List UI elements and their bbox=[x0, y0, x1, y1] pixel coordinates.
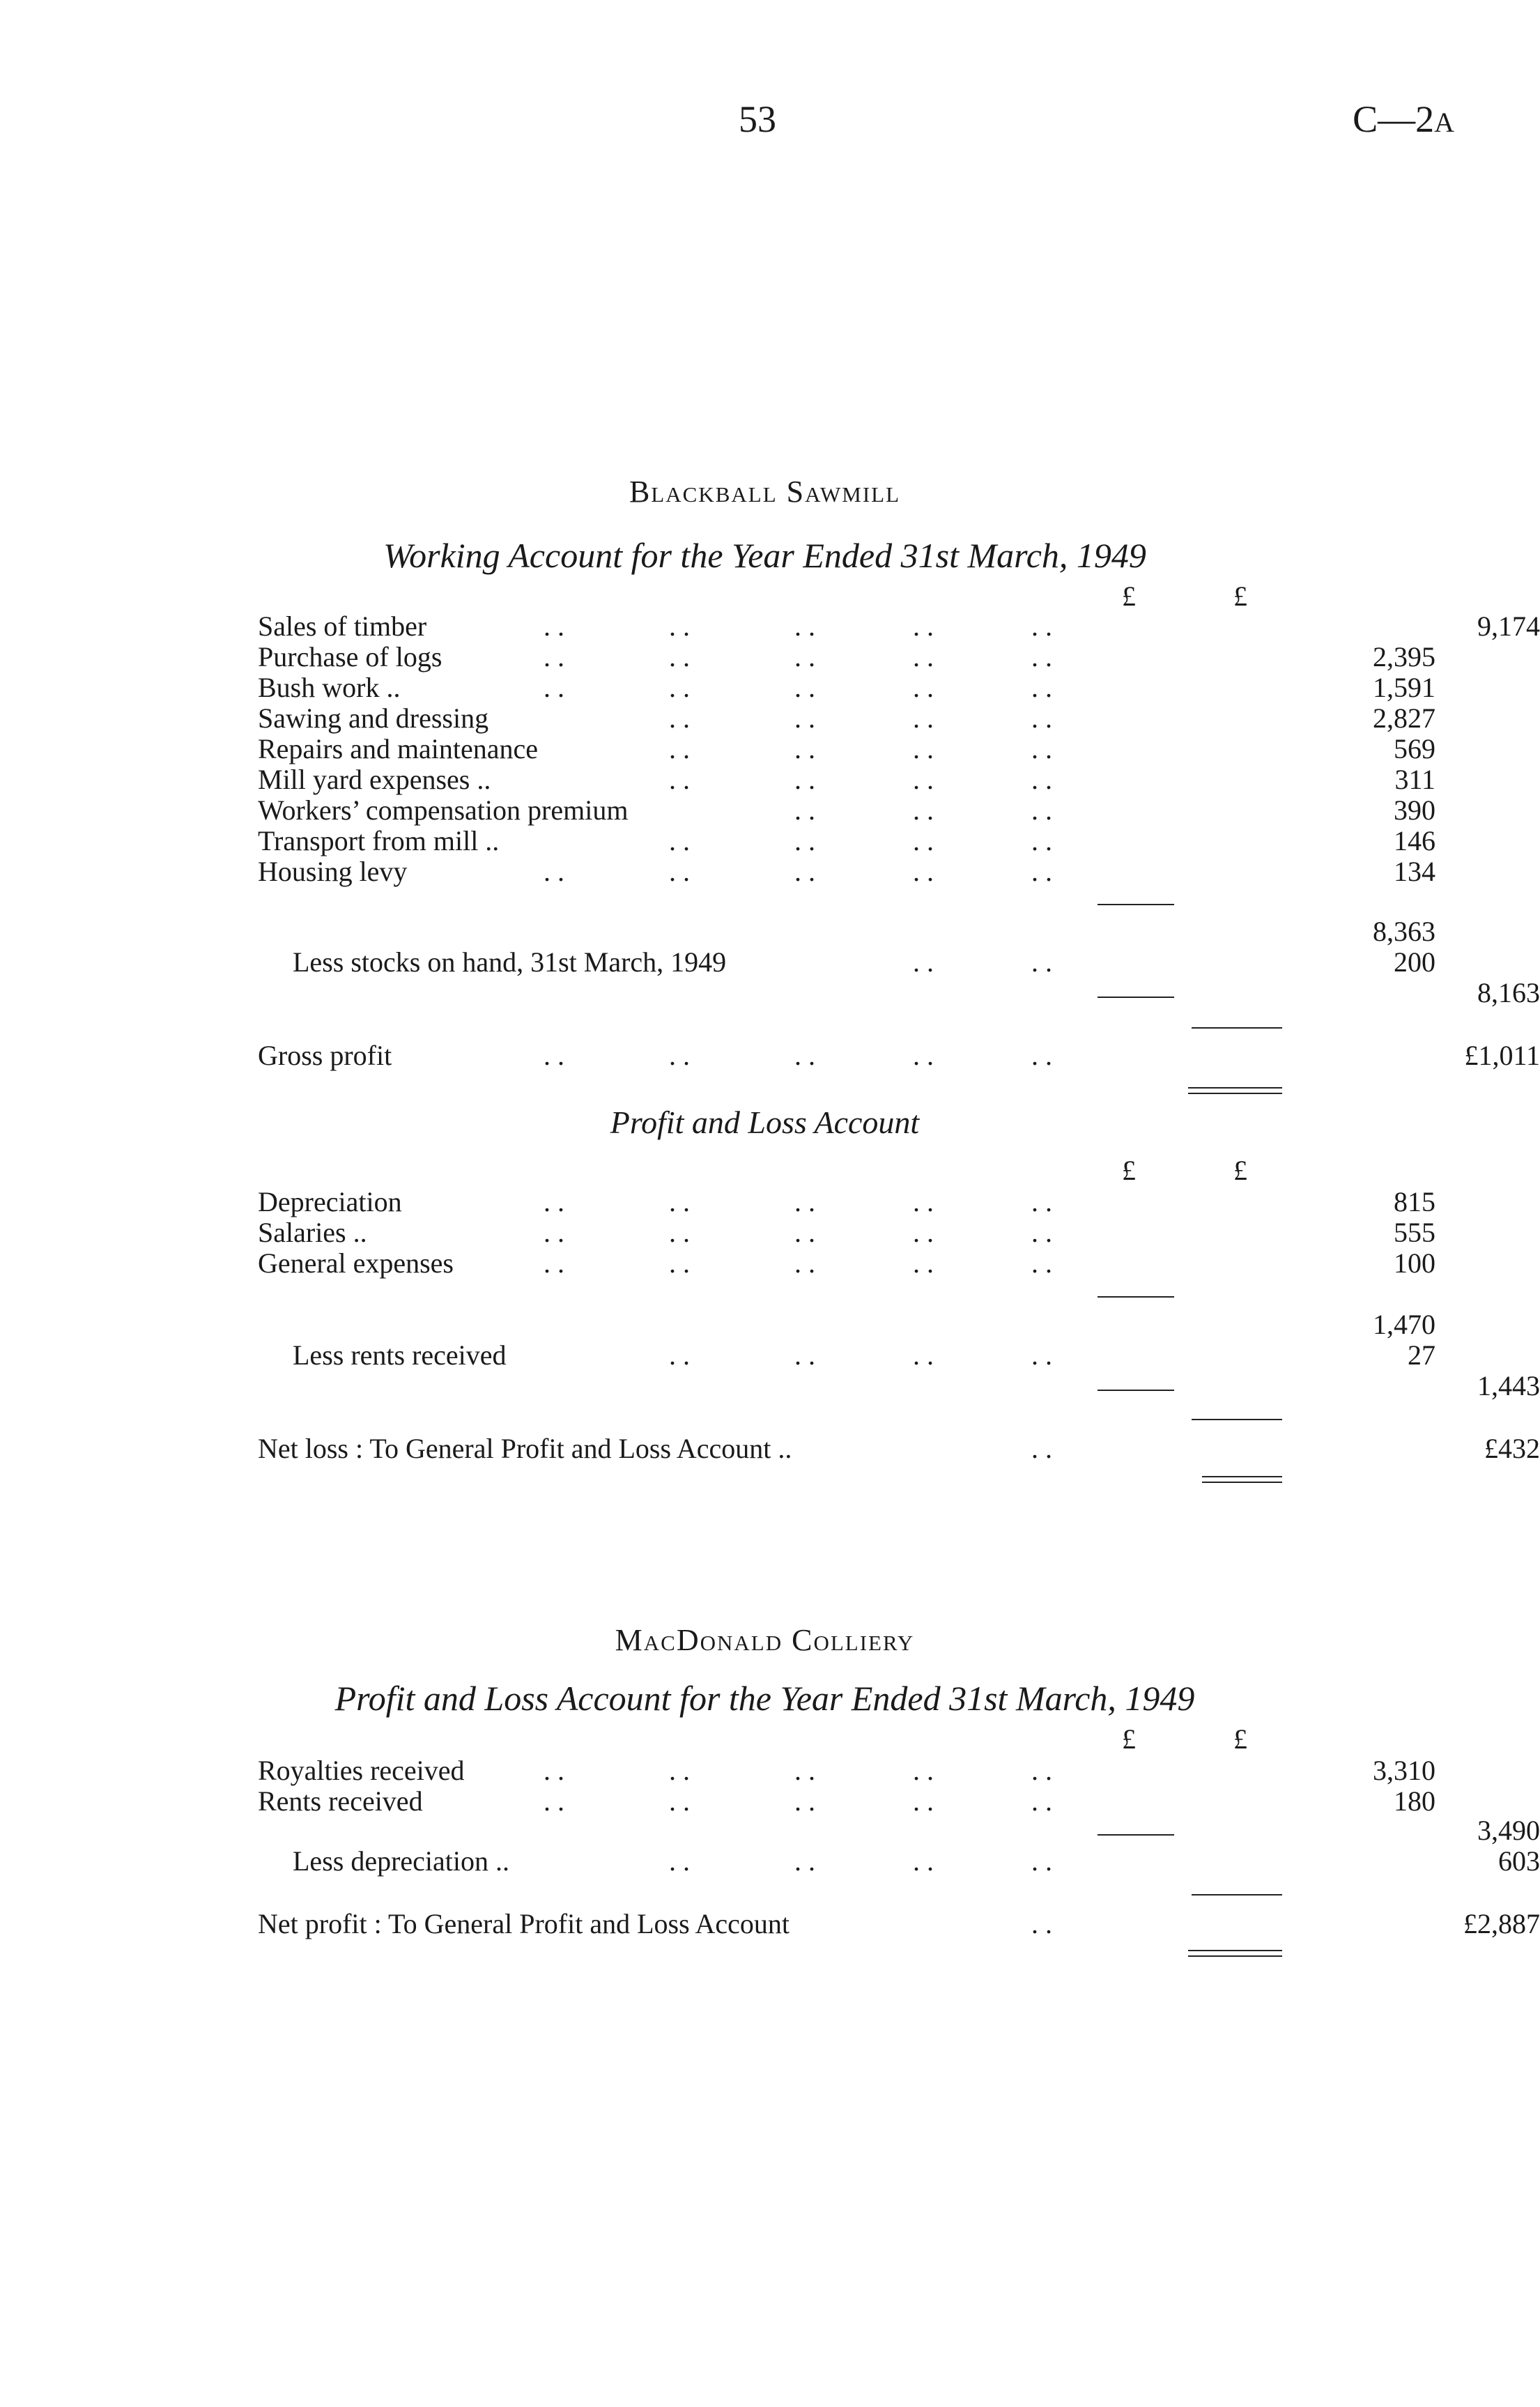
less-rents-label: Less rents received bbox=[293, 1339, 507, 1371]
row-label: Bush work .. bbox=[258, 672, 401, 703]
row-label: Workers’ compensation premium bbox=[258, 794, 629, 826]
colliery-total: 3,490 bbox=[1477, 1815, 1540, 1846]
leader-dots: . . . . . . . . bbox=[669, 825, 1052, 856]
sawmill-currency-2: £ bbox=[1233, 580, 1247, 612]
row-label: Royalties received bbox=[258, 1755, 465, 1786]
leader-dots: . . . . . . . . . . bbox=[544, 610, 1052, 642]
row-value-1: 2,827 bbox=[1373, 702, 1435, 734]
leader-dots: . . . . . . bbox=[794, 794, 1052, 826]
net-loss-label: Net loss : To General Profit and Loss Account .. bbox=[258, 1433, 792, 1464]
net-cost-rule bbox=[1192, 1027, 1282, 1029]
colliery-pl-title: Profit and Loss Account for the Year Ended 31st March, 1949 bbox=[334, 1679, 1195, 1718]
row-value-1: 311 bbox=[1394, 764, 1435, 795]
row-label: Sales of timber bbox=[258, 610, 427, 642]
pl-currency-1: £ bbox=[1122, 1155, 1136, 1186]
leader-dots: . . bbox=[1031, 1433, 1052, 1464]
double-rule-top bbox=[1188, 1950, 1282, 1951]
gross-profit-value: £1,011 bbox=[1464, 1040, 1540, 1071]
leader-dots: . . . . . . . . . . bbox=[544, 1247, 1052, 1279]
leader-dots: . . . . . . . . . . bbox=[544, 1040, 1052, 1071]
sawmill-pl-title: Profit and Loss Account bbox=[610, 1105, 920, 1140]
row-label: General expenses bbox=[258, 1247, 454, 1279]
leader-dots: . . bbox=[1031, 1908, 1052, 1939]
colliery-currency-2: £ bbox=[1233, 1723, 1247, 1755]
double-rule-bottom bbox=[1188, 1955, 1282, 1957]
row-value-1: 555 bbox=[1394, 1217, 1435, 1248]
dash-rule bbox=[1098, 1390, 1174, 1391]
net-profit-value: £2,887 bbox=[1463, 1908, 1540, 1939]
doc-ref-suffix: A bbox=[1434, 107, 1454, 138]
row-value-2: 9,174 bbox=[1477, 610, 1540, 642]
net-profit-label: Net profit : To General Profit and Loss Account bbox=[258, 1908, 790, 1939]
row-value-1: 100 bbox=[1394, 1247, 1435, 1279]
row-value-1: 134 bbox=[1394, 856, 1435, 887]
leader-dots: . . . . . . . . . . bbox=[544, 1186, 1052, 1217]
leader-dots: . . . . . . . . . . bbox=[544, 672, 1052, 703]
pl-subtotal-rule bbox=[1098, 1296, 1174, 1298]
leader-dots: . . . . . . . . . . bbox=[544, 1755, 1052, 1786]
gross-profit-label: Gross profit bbox=[258, 1040, 392, 1071]
pl-currency-2: £ bbox=[1233, 1155, 1247, 1186]
leader-dots: . . . . . . . . . . bbox=[544, 856, 1052, 887]
row-label: Transport from mill .. bbox=[258, 825, 500, 856]
leader-dots: . . . . . . . . . . bbox=[544, 1217, 1052, 1248]
dash-rule bbox=[1098, 1834, 1174, 1836]
row-value-1: 1,591 bbox=[1373, 672, 1435, 703]
row-value-1: 3,310 bbox=[1373, 1755, 1435, 1786]
row-label: Housing levy bbox=[258, 856, 408, 887]
document-reference bbox=[1353, 98, 1454, 141]
pl-net-rule bbox=[1192, 1419, 1282, 1420]
row-label: Purchase of logs bbox=[258, 641, 442, 672]
sawmill-net-cost: 8,163 bbox=[1477, 977, 1540, 1008]
pl-net: 1,443 bbox=[1477, 1370, 1540, 1401]
less-stocks-label: Less stocks on hand, 31st March, 1949 bbox=[293, 946, 727, 978]
leader-dots: . . . . . . . . bbox=[669, 1339, 1052, 1371]
row-value-1: 146 bbox=[1394, 825, 1435, 856]
row-label: Depreciation bbox=[258, 1186, 402, 1217]
row-value-1: 180 bbox=[1394, 1785, 1435, 1817]
leader-dots: . . . . bbox=[913, 946, 1052, 978]
colliery-net-rule bbox=[1192, 1894, 1282, 1895]
row-label: Rents received bbox=[258, 1785, 423, 1817]
pl-subtotal: 1,470 bbox=[1373, 1309, 1435, 1340]
leader-dots: . . . . . . . . bbox=[669, 764, 1052, 795]
leader-dots: . . . . . . . . bbox=[669, 1845, 1052, 1877]
colliery-currency-1: £ bbox=[1122, 1723, 1136, 1755]
sawmill-working-title: Working Account for the Year Ended 31st March, 1949 bbox=[383, 536, 1146, 575]
less-stocks-value: 200 bbox=[1394, 946, 1435, 978]
leader-dots: . . . . . . . . bbox=[669, 702, 1052, 734]
row-label: Mill yard expenses .. bbox=[258, 764, 491, 795]
row-label: Repairs and maintenance bbox=[258, 733, 539, 764]
leader-dots: . . . . . . . . . . bbox=[544, 641, 1052, 672]
row-value-1: 815 bbox=[1394, 1186, 1435, 1217]
page-number: 53 bbox=[739, 98, 776, 140]
double-rule-bottom bbox=[1202, 1482, 1282, 1483]
less-rents-value: 27 bbox=[1408, 1339, 1435, 1371]
doc-ref-main: C—2 bbox=[1353, 98, 1435, 140]
leader-dots: . . . . . . . . . . bbox=[544, 1785, 1052, 1817]
sawmill-subtotal: 8,363 bbox=[1373, 916, 1435, 947]
row-value-1: 390 bbox=[1394, 794, 1435, 826]
sawmill-title: Blackball Sawmill bbox=[629, 475, 901, 509]
double-rule-top bbox=[1202, 1476, 1282, 1477]
double-rule-top bbox=[1188, 1087, 1282, 1089]
dash-rule bbox=[1098, 997, 1174, 998]
colliery-title: MacDonald Colliery bbox=[615, 1623, 915, 1657]
less-depreciation-value: 603 bbox=[1498, 1845, 1540, 1877]
row-value-1: 2,395 bbox=[1373, 641, 1435, 672]
row-value-1: 569 bbox=[1394, 733, 1435, 764]
leader-dots: . . . . . . . . bbox=[669, 733, 1052, 764]
row-label: Sawing and dressing bbox=[258, 702, 489, 734]
less-depreciation-label: Less depreciation .. bbox=[293, 1845, 509, 1877]
double-rule-bottom bbox=[1188, 1093, 1282, 1094]
row-label: Salaries .. bbox=[258, 1217, 367, 1248]
net-loss-value: £432 bbox=[1484, 1433, 1540, 1464]
sawmill-currency-1: £ bbox=[1122, 580, 1136, 612]
subtotal-rule bbox=[1098, 904, 1174, 905]
